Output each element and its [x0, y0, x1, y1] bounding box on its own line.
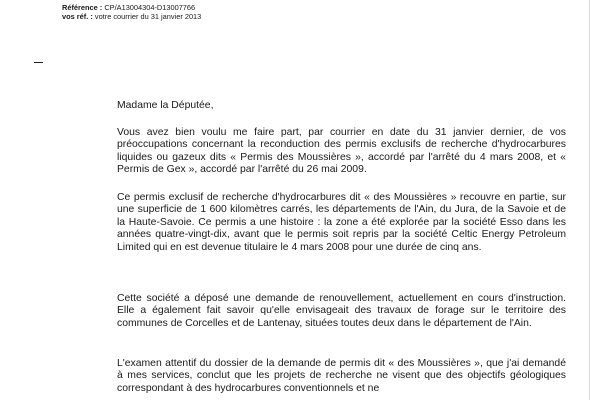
- your-reference-line: [62, 12, 201, 21]
- reference-value: CP/A13004304-D13007766: [104, 3, 196, 12]
- your-reference-value: votre courrier du 31 janvier 2013: [94, 12, 202, 21]
- your-reference-label: vos réf. :: [62, 12, 93, 21]
- paragraph: L'examen attentif du dossier de la demande de permis dit « des Moussières », que j'ai demandé à mes services, conclut que les projets de recherche ne visent que des objectifs géologiques correspondant à des hydrocarbures conventionnels et ne: [117, 358, 566, 394]
- reference-label: Référence :: [62, 3, 103, 12]
- paragraph: Ce permis exclusif de recherche d'hydrocarbures dit « des Moussières » recouvre en partie, sur une superficie de 1 600 kilomètres carrés, les départements de l'Ain, du Jura, de la Savoie et de la Haute-Savoie. Ce permis a une histoire : la zone a été explorée par la société Esso dans les années quatre-vingt-dix, avant que le permis soit repris par la société Celtic Energy Petroleum Limited qui en est devenue titulaire le 4 mars 2008 pour une durée de cinq ans.: [117, 192, 566, 253]
- paragraph: Cette société a déposé une demande de renouvellement, actuellement en cours d'instruction. Elle a également fait savoir qu'elle envisageait des travaux de forage sur le territoire des communes de Corcelles et de Lantenay, situées toutes deux dans le département de l'Ain.: [117, 293, 566, 329]
- paragraph: Vous avez bien voulu me faire part, par courrier en date du 31 janvier dernier, de vos préoccupations concernant la reconduction des permis exclusifs de recherche d'hydrocarbures liquides ou gazeux dits « Permis des Moussières », accordé par l'arrêté du 4 mars 2008, et « Permis de Gex », accordé par l'arrêté du 26 mai 2009.: [117, 127, 566, 176]
- salutation: Madame la Députée,: [117, 100, 214, 111]
- fold-mark: [34, 62, 43, 63]
- reference-line: [62, 3, 195, 12]
